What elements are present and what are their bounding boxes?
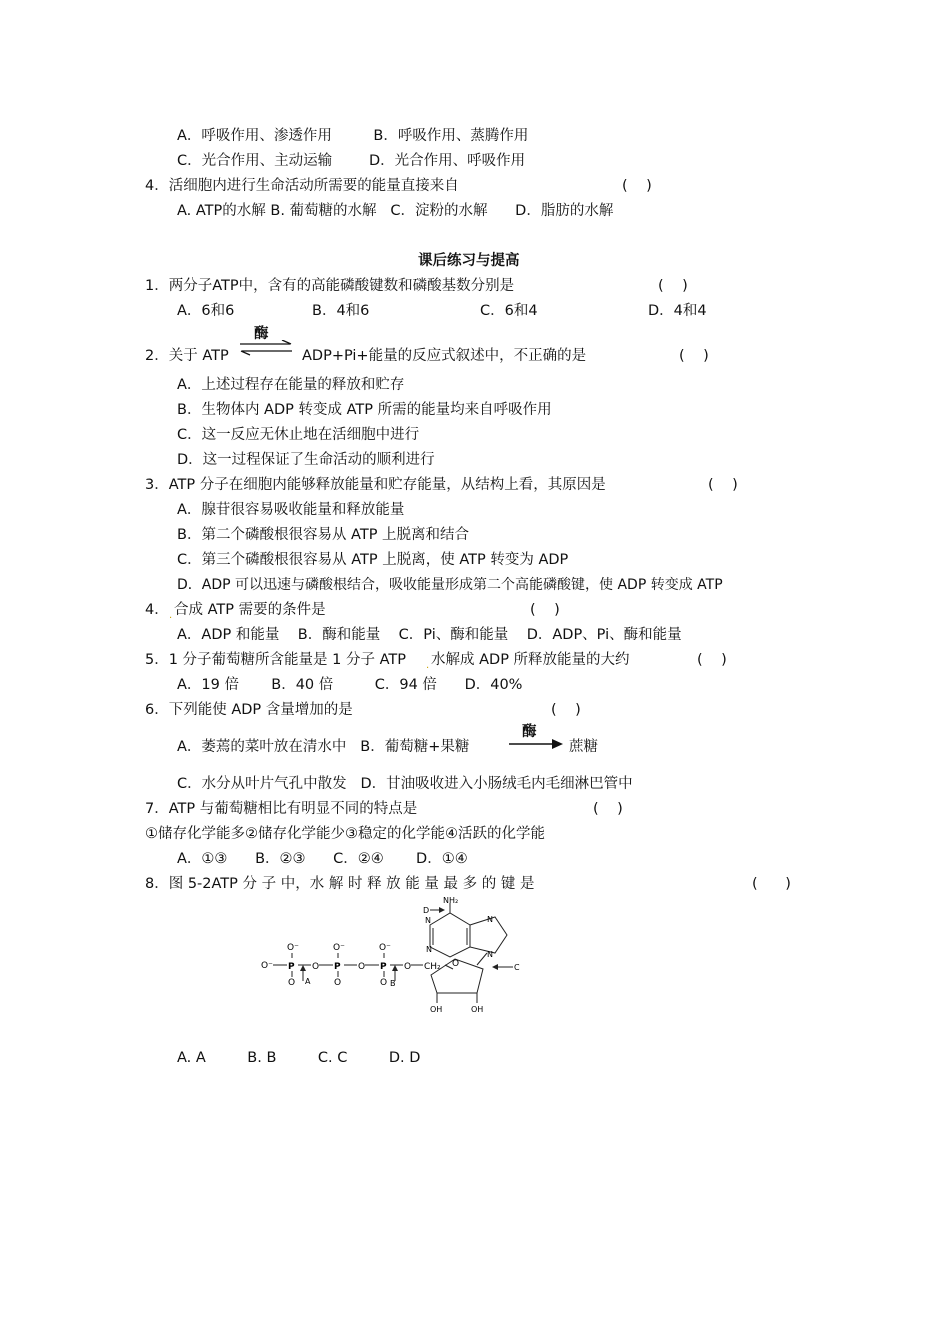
hydroxyl-3: OH [471,1005,484,1014]
prev-q4-stem: 4．活细胞内进行生命活动所需要的能量直接来自 [145,178,459,194]
q3-option-b: B．第二个磷酸根很容易从 ATP 上脱离和结合 [177,527,470,543]
q2-option-b: B．生物体内 ADP 转变成 ATP 所需的能量均来自呼吸作用 [177,402,552,418]
q5-options: A．19 倍 B．40 倍 C．94 倍 D．40% [177,677,523,693]
reversible-arrow-icon [238,340,294,356]
q2-stem-end: ADP+Pi+能量的反应式叙述中，不正确的是 [302,348,587,364]
q6-enzyme-label: 酶 [522,724,537,740]
reaction-arrow-icon [508,738,564,750]
q5-paren: ( ) [697,652,727,668]
prev-q3-options-ab: A．呼吸作用、渗透作用 B．呼吸作用、蒸腾作用 [177,128,529,144]
phosphorus-1: P [288,962,295,972]
p3-bottom-oxygen: O [380,978,388,988]
section-title: 课后练习与提高 [418,253,520,269]
q2-option-d: D．这一过程保证了生命活动的顺利进行 [177,452,435,468]
q1-option-b: B．4和6 [312,303,370,319]
p1-bottom-oxygen: O [288,978,296,988]
q2-paren: ( ) [679,348,709,364]
phosphorus-2: P [334,962,341,972]
mark-dot: . [169,610,173,621]
q8-options: A. A B. B C. C D. D [177,1050,421,1066]
q4-paren: ( ) [530,602,560,618]
q4-options: A．ADP 和能量 B．酶和能量 C．Pi、酶和能量 D．ADP、Pi、酶和能量 [177,627,682,643]
q3-option-a: A．腺苷很容易吸收能量和释放能量 [177,502,405,518]
ch2-group: CH₂ [424,962,441,972]
q3-option-d: D．ADP 可以迅速与磷酸根结合，吸收能量形成第二个高能磷酸键，使 ADP 转变成 ATP [177,577,723,593]
bond-label-b: B [390,979,396,988]
prev-q4-options: A. ATP的水解 B. 葡萄糖的水解 C．淀粉的水解 D．脂肪的水解 [177,203,614,219]
phosphorus-3: P [380,962,387,972]
q2-stem-start: 2．关于 ATP [145,348,229,364]
q3-stem: 3．ATP 分子在细胞内能够释放能量和贮存能量，从结构上看，其原因是 [145,477,606,493]
q5-stem-end: 水解成 ADP 所释放能量的大约 [431,652,630,668]
bridge-oxygen-2: O [358,962,366,972]
q8-stem: 8．图 5-2ATP 分 子 中，水 解 时 释 放 能 量 最 多 的 键 是 [145,876,535,892]
q2-enzyme-label: 酶 [254,326,269,342]
q1-option-a: A．6和6 [177,303,235,319]
p2-bottom-oxygen: O [334,978,342,988]
q3-option-c: C．第三个磷酸根很容易从 ATP 上脱离，使 ATP 转变为 ADP [177,552,569,568]
q1-paren: ( ) [658,278,688,294]
q6-product: 蔗糖 [569,739,598,755]
terminal-oxygen: O⁻ [261,961,273,971]
amino-group: NH₂ [443,896,459,905]
nitrogen-9: N [487,950,493,959]
q5-stem-start: 5．1 分子葡萄糖所含能量是 1 分子 ATP [145,652,407,668]
q2-option-c: C．这一反应无休止地在活细胞中进行 [177,427,420,443]
label-c: C [514,963,520,972]
prev-q4-paren: ( ) [622,178,652,194]
q1-stem: 1．两分子ATP中，含有的高能磷酸键数和磷酸基数分别是 [145,278,515,294]
p3-top-oxygen: O⁻ [379,943,391,953]
bridge-oxygen-3: O [404,962,412,972]
q6-option-ab: A．萎蔫的菜叶放在清水中 B．葡萄糖+果糖 [177,739,470,755]
q1-option-c: C．6和4 [480,303,538,319]
q7-stem: 7．ATP 与葡萄糖相比有明显不同的特点是 [145,801,418,817]
nitrogen-1: N [425,916,431,925]
q8-paren: ( ) [752,876,791,892]
q7-options: A．①③ B．②③ C．②④ D．①④ [177,851,468,867]
q7-paren: ( ) [593,801,623,817]
bond-label-a: A [305,977,311,986]
nitrogen-3: N [426,945,432,954]
mark-dot: . [426,660,430,671]
ribose-oxygen: O [452,959,460,969]
nitrogen-7: N [487,915,493,924]
q6-paren: ( ) [551,702,581,718]
atp-structure-figure [255,895,535,1015]
label-d: D [423,906,430,915]
prev-q3-options-cd: C．光合作用、主动运输 D．光合作用、呼吸作用 [177,153,526,169]
hydroxyl-2: OH [430,1005,443,1014]
p1-top-oxygen: O⁻ [287,943,299,953]
q6-option-cd: C．水分从叶片气孔中散发 D．甘油吸收进入小肠绒毛内毛细淋巴管中 [177,776,633,792]
q7-statements: ①储存化学能多②储存化学能少③稳定的化学能④活跃的化学能 [145,826,545,842]
q1-option-d: D．4和4 [648,303,707,319]
q4-stem: 合成 ATP 需要的条件是 [174,602,326,618]
bridge-oxygen-1: O [312,962,320,972]
p2-top-oxygen: O⁻ [333,943,345,953]
q3-paren: ( ) [708,477,738,493]
q2-option-a: A．上述过程存在能量的释放和贮存 [177,377,405,393]
q6-stem: 6．下列能使 ADP 含量增加的是 [145,702,353,718]
q4-number: 4． [145,602,169,618]
